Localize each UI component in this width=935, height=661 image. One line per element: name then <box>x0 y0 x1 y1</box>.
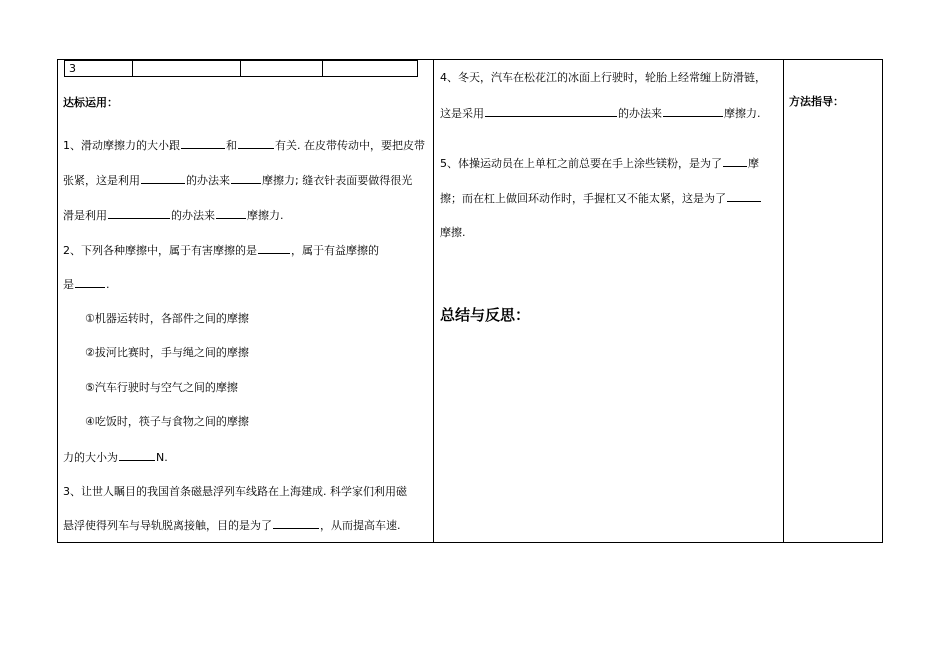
question-2-line-2: 是 . <box>63 278 110 291</box>
question-2-option-3: ⑤汽车行驶时与空气之间的摩擦 <box>85 381 238 394</box>
question-2-option-2: ②拔河比赛时，手与绳之间的摩擦 <box>85 346 249 359</box>
worksheet-table <box>57 59 883 543</box>
mini-table <box>64 60 418 77</box>
question-2-line-1: 2、下列各种摩擦中，属于有害摩擦的是 ，属于有益摩擦的 <box>63 244 379 257</box>
question-1-line-2: 张紧，这是利用 的办法来 摩擦力; 缝衣针表面要做得很光 <box>63 174 413 187</box>
mini-table-cell <box>241 61 322 77</box>
question-2-line-3: 力的大小为 N. <box>63 451 168 464</box>
question-1-line-1: 1、滑动摩擦力的大小跟 和 有关. 在皮带传动中，要把皮带 <box>63 139 425 152</box>
column-divider-1 <box>433 60 434 542</box>
summary-heading: 总结与反思： <box>440 306 531 324</box>
question-5-line-1: 5、体操运动员在上单杠之前总要在手上涂些镁粉，是为了 摩 <box>440 157 759 170</box>
question-4-line-1: 4、冬天，汽车在松花江的冰面上行驶时，轮胎上经常缠上防滑链， <box>440 71 766 84</box>
question-5-line-3: 摩擦. <box>440 226 466 239</box>
question-2-option-4: ④吃饭时，筷子与食物之间的摩擦 <box>85 415 249 428</box>
column-divider-2 <box>783 60 784 542</box>
section-heading-practice: 达标运用： <box>63 96 118 109</box>
question-3-line-1: 3、让世人瞩目的我国首条磁悬浮列车线路在上海建成. 科学家们利用磁 <box>63 485 407 498</box>
question-1-line-3: 滑是利用 的办法来 摩擦力. <box>63 209 284 222</box>
question-5-line-2: 擦；而在杠上做回环动作时，手握杠又不能太紧，这是为了 <box>440 191 762 206</box>
mini-table-cell <box>133 61 241 77</box>
mini-table-cell <box>322 61 417 77</box>
method-guide-heading: 方法指导： <box>789 95 844 108</box>
mini-table-cell: 3 <box>65 61 133 77</box>
question-2-option-1: ①机器运转时，各部件之间的摩擦 <box>85 312 249 325</box>
question-3-line-2: 悬浮使得列车与导轨脱离接触，目的是为了 ，从而提高车速. <box>63 519 401 532</box>
question-4-line-2: 这是采用 的办法来 摩擦力. <box>440 107 761 120</box>
